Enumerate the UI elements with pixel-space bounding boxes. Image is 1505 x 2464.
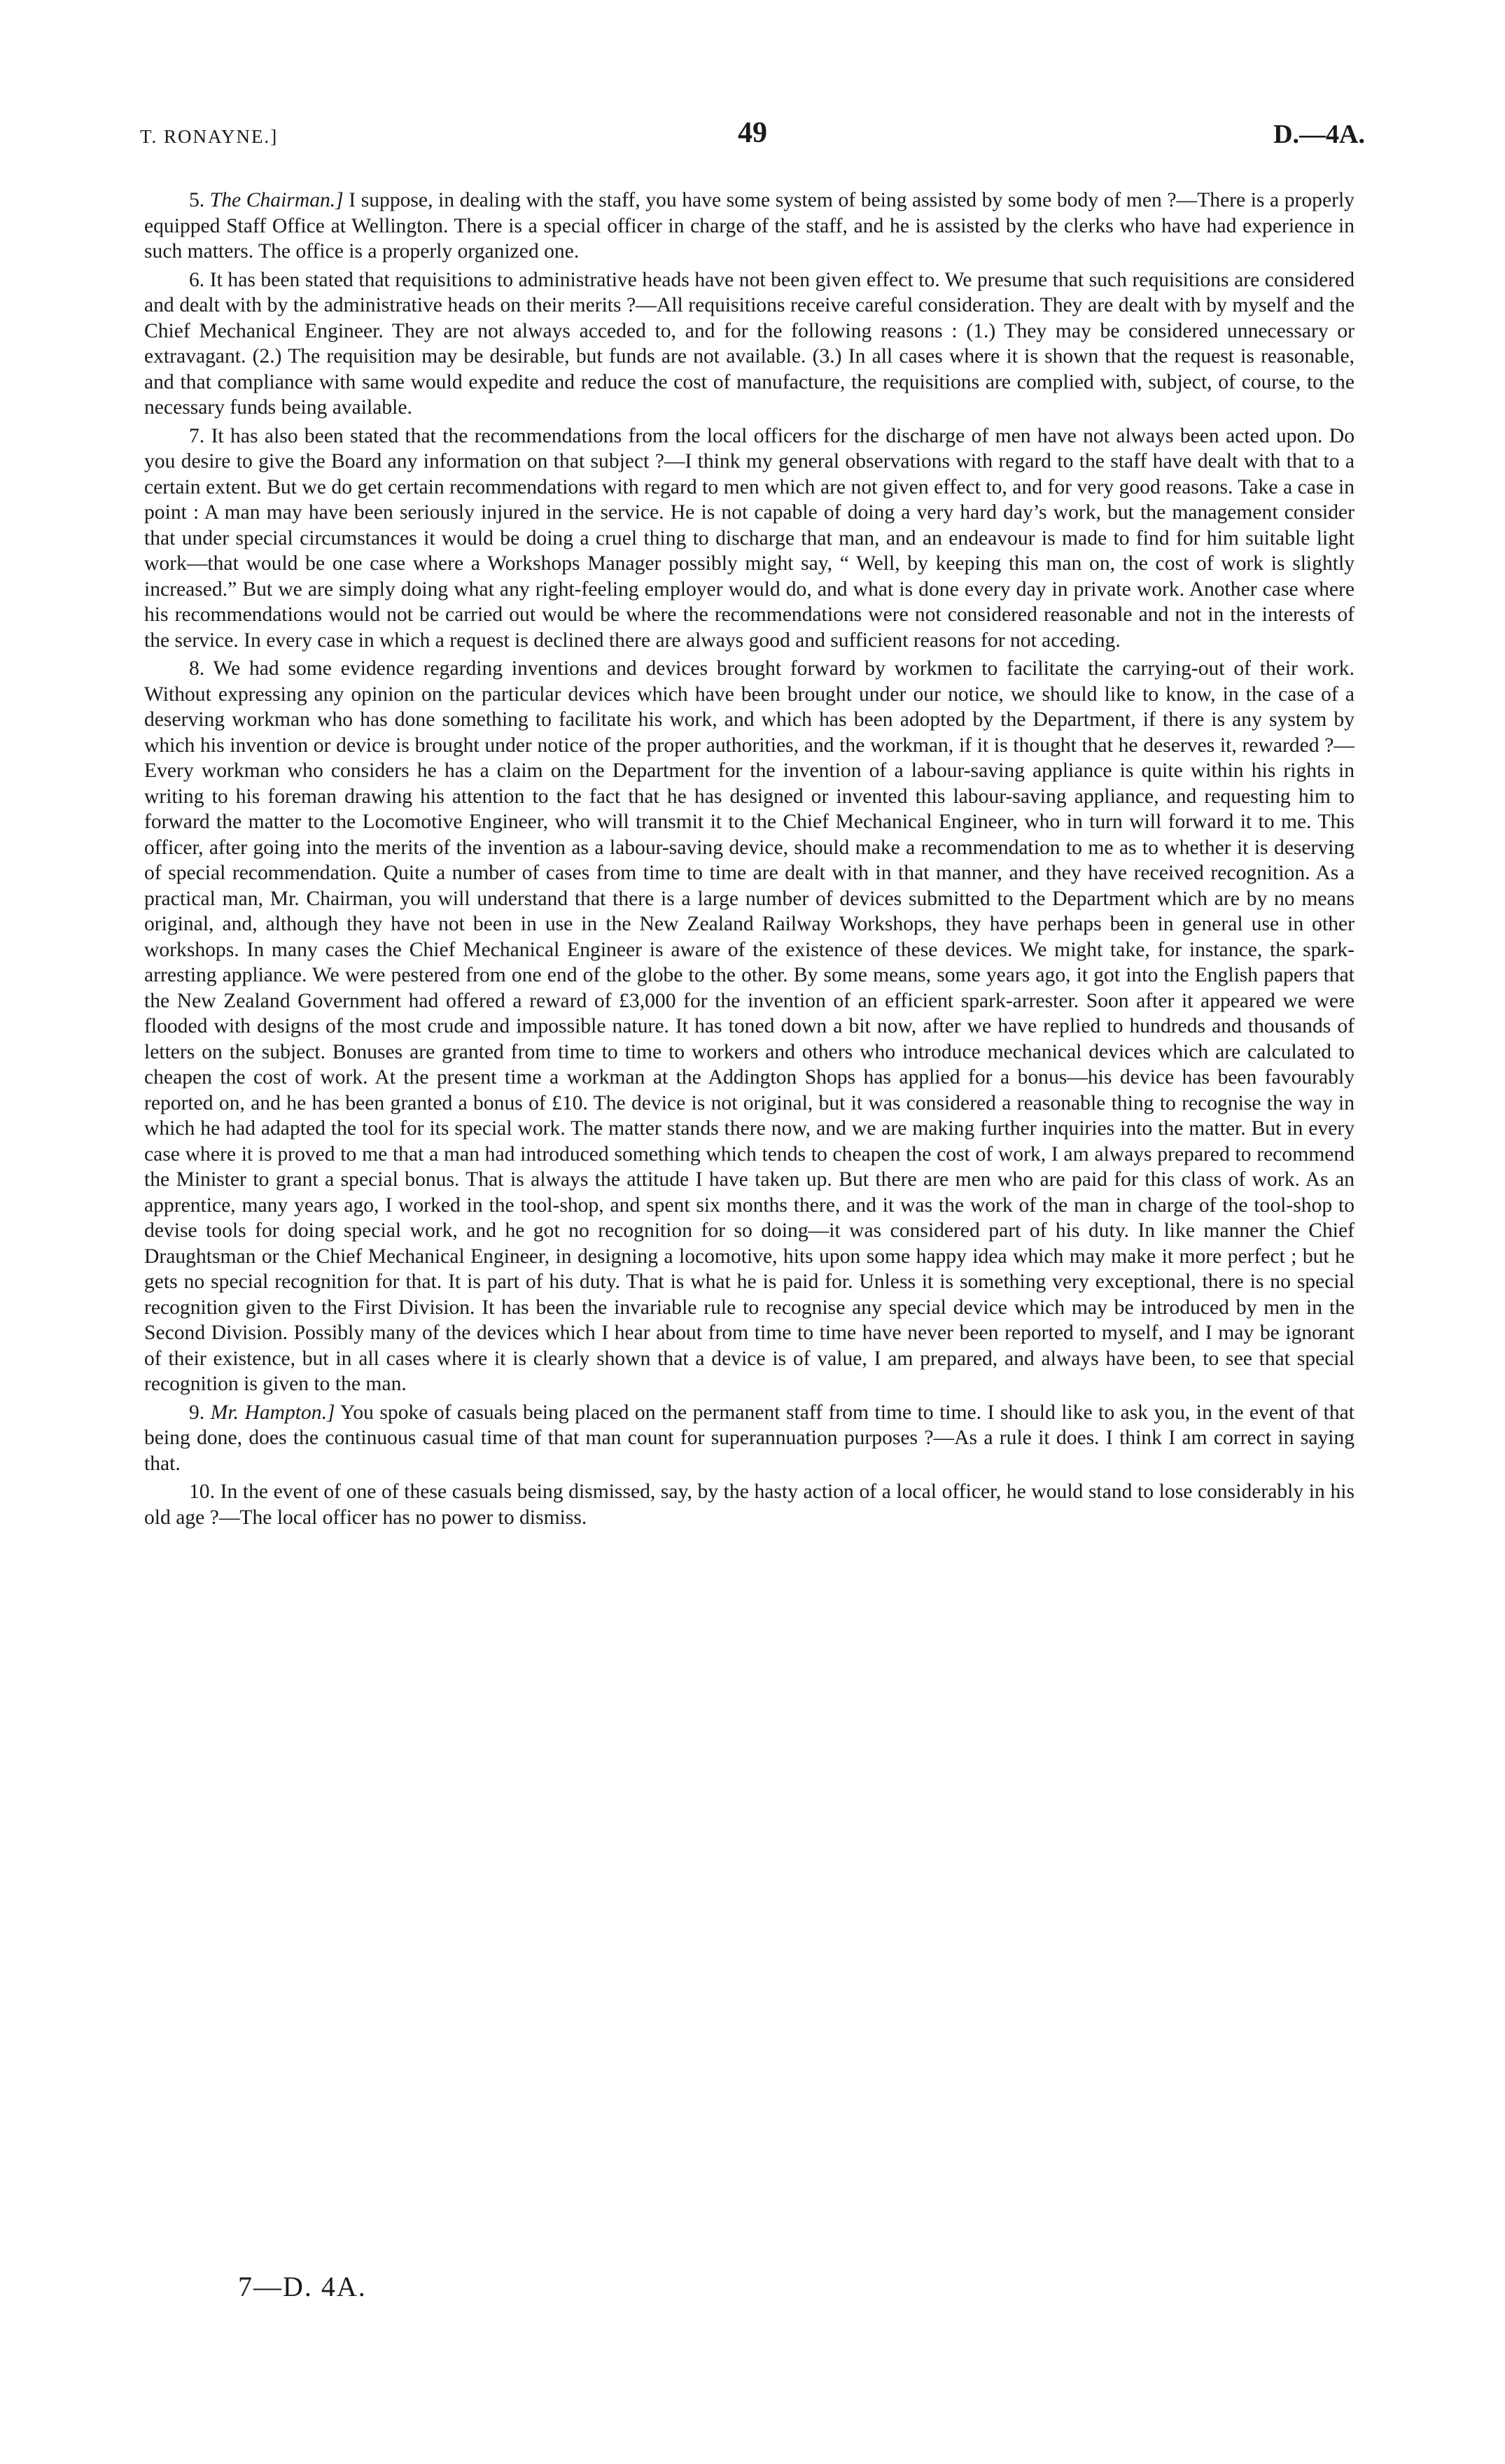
paragraph-number: 8.: [189, 657, 205, 680]
paragraph-6: [144, 267, 1354, 421]
paragraph-number: 9.: [189, 1401, 205, 1424]
paragraph-10: [144, 1479, 1354, 1530]
speaker-label: The Chairman.]: [209, 189, 344, 211]
page-header: [140, 116, 1365, 158]
paragraph-text: You spoke of casuals being placed on the permanent staff from time to time. I should like to ask you, in the event of that being done, does the continuous casual time of that man count for superannuation purposes ?—As a rule it does. I think I am correct in saying that.: [144, 1401, 1354, 1475]
paragraph-text: We had some evidence regarding inventions and devices brought forward by workmen to facilitate the carrying-out of their work. Without expressing any opinion on the particular devices which have been brought under our notice, we should like to know, in the case of a deserving workman who has done something to facilitate his work, and which has been adopted by the Department, if there is any system by which his invention or device is brought under notice of the proper authorities, and the workman, if it is thought that he deserves it, rewarded ?—Every workman who considers he has a claim on the Department for the invention of a labour-saving appliance is quite within his rights in writing to his foreman drawing his attention to the fact that he has designed or invented this labour-saving appliance, and requesting him to forward the matter to the Locomotive Engineer, who will transmit it to the Chief Mechanical Engineer, who in turn will forward it to me. This officer, after going into the merits of the invention as a labour-saving device, should make a recommendation to me as to whether it is deserving of special recommendation. Quite a number of cases from time to time are dealt with in that manner, and they have received recognition. As a practical man, Mr. Chairman, you will understand that there is a large number of devices submitted to the Department which are by no means original, and, although they have not been in use in the New Zealand Railway Workshops, they have perhaps been in general use in other workshops. In many cases the Chief Mechanical Engineer is aware of the existence of these devices. We might take, for instance, the spark-arresting appliance. We were pestered from one end of the globe to the other. By some means, some years ago, it got into the English papers that the New Zealand Government had offered a reward of £3,000 for the invention of an efficient spark-arrester. Soon after it appeared we were flooded with designs of the most crude and impossible nature. It has toned down a bit now, after we have replied to hundreds and thousands of letters on the subject. Bonuses are granted from time to time to workers and others who introduce mechanical devices which are calculated to cheapen the cost of work. At the present time a workman at the Addington Shops has applied for a bonus—his device has been favourably reported on, and he has been granted a bonus of £10. The device is not original, but it was considered a reasonable thing to recognise the way in which he had adapted the tool for its special work. The matter stands there now, and we are making further inquiries into the matter. But in every case where it is proved to me that a man had introduced something which tends to cheapen the cost of work, I am always prepared to recommend the Minister to grant a special bonus. That is always the attitude I have taken up. But there are men who are paid for this class of work. As an apprentice, many years ago, I worked in the tool-shop, and spent six months there, and it was the work of the man in charge of the tool-shop to devise tools for doing special work, and he got no recognition for so doing—it was considered part of his duty. In like manner the Chief Draughtsman or the Chief Mechanical Engineer, in designing a locomotive, hits upon some happy idea which may make it more perfect ; but he gets no special recognition for that. It is part of his duty. That is what he is paid for. Unless it is something very exceptional, there is no special recognition given to the First Division. It has been the invariable rule to recognise any special device which may be introduced by men in the Second Division. Possibly many of the devices which I hear about from time to time have never been reported to myself, and I may be ignorant of their existence, but in all cases where it is clearly shown that a device is of value, I am prepared, and always have been, to see that special recognition is given to the man.: [144, 657, 1354, 1395]
paragraph-5: [144, 188, 1354, 265]
paragraph-text: It has been stated that requisitions to administrative heads have not been given effect to. We presume that such requisitions are considered and dealt with by the administrative heads on their merits ?—All requisitions receive careful consideration. They are dealt with by myself and the Chief Mechanical Engineer. They are not always acceded to, and for the following reasons : (1.) They may be considered unnecessary or extravagant. (2.) The requisition may be desirable, but funds are not available. (3.) In all cases where it is shown that the request is reasonable, and that compliance with same would expedite and reduce the cost of manufacture, the requisitions are complied with, subject, of course, to the necessary funds being available.: [144, 268, 1354, 419]
paragraph-number: 10.: [189, 1480, 215, 1503]
paragraph-text: In the event of one of these casuals being dismissed, say, by the hasty action of a local officer, he would stand to lose considerably in his old age ?—The local officer has no power to dismiss.: [144, 1480, 1354, 1529]
paragraph-text: I suppose, in dealing with the staff, you have some system of being assisted by some body of men ?—There is a properly equipped Staff Office at Wellington. There is a special officer in charge of the staff, and he is assisted by the clerks who have had experience in such matters. The office is a properly organized one.: [144, 189, 1354, 262]
paragraph-7: [144, 424, 1354, 654]
paragraph-number: 5.: [189, 189, 205, 211]
header-witness-name: T. RONAYNE.]: [140, 126, 279, 147]
paragraph-number: 7.: [189, 424, 205, 447]
paragraph-number: 6.: [189, 268, 205, 291]
header-document-ref: D.—4A.: [1273, 120, 1365, 149]
page-number: 49: [738, 117, 767, 149]
paragraph-8: [144, 656, 1354, 1397]
body-text: [144, 188, 1354, 1533]
paragraph-text: It has also been stated that the recommendations from the local officers for the discharge of men have not always been acted upon. Do you desire to give the Board any information on that subject ?—I think my general observations with regard to the staff have dealt with that to a certain extent. But we do get certain recommendations with regard to men which are not given effect to, and for very good reasons. Take a case in point : A man may have been seriously injured in the service. He is not capable of doing a very hard day’s work, but the management consider that under special circumstances it would be doing a cruel thing to discharge that man, and an endeavour is made to find for him suitable light work—that would be one case where a Workshops Manager possibly might say, “ Well, by keeping this man on, the cost of work is slightly increased.” But we are simply doing what any right-feeling employer would do, and what is done every day in private work. Another case where his recommendations would not be carried out would be where the recommendations were not considered reasonable and not in the interests of the service. In every case in which a request is declined there are always good and sufficient reasons for not acceding.: [144, 424, 1354, 652]
speaker-label: Mr. Hampton.]: [210, 1401, 335, 1424]
printer-signature: 7—D. 4A.: [238, 2271, 367, 2302]
paragraph-9: [144, 1400, 1354, 1477]
